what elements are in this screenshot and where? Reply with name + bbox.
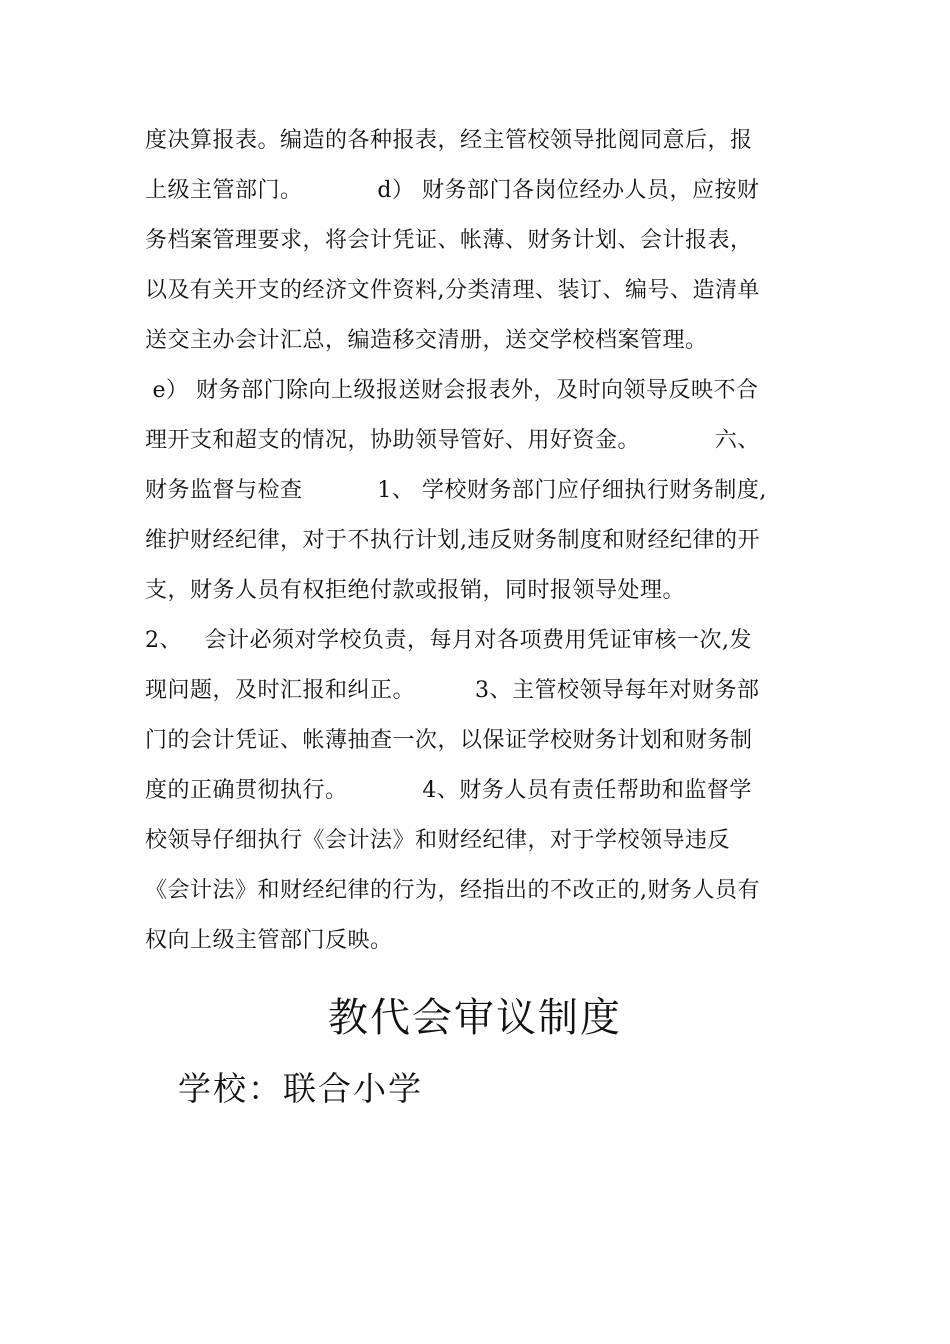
text-line: 上级主管部门。 d） 财务部门各岗位经办人员，应按财 xyxy=(145,178,760,203)
text-line: 送交主办会计汇总，编造移交清册，送交学校档案管理。 xyxy=(145,328,708,353)
text-line: 2、 会计必须对学校负责，每月对各项费用凭证审核一次,发 xyxy=(145,628,752,653)
text-line: 维护财经纪律，对于不执行计划,违反财务制度和财经纪律的开 xyxy=(145,528,760,553)
text-line: 以及有关开支的经济文件资料,分类清理、装订、编号、造清单 xyxy=(145,278,760,303)
text-line: e） 财务部门除向上级报送财会报表外，及时向领导反映不合 xyxy=(145,378,759,403)
text-line: 校领导仔细执行《会计法》和财经纪律，对于学校领导违反 xyxy=(145,828,731,853)
text-line: 门的会计凭证、帐薄抽查一次，以保证学校财务计划和财务制 xyxy=(145,728,753,753)
text-line: 《会计法》和财经纪律的行为，经指出的不改正的,财务人员有 xyxy=(145,878,760,903)
document-title: 教代会审议制度 xyxy=(328,995,622,1041)
text-line: 财务监督与检查 1、 学校财务部门应仔细执行财务制度, xyxy=(145,478,767,503)
text-line: 权向上级主管部门反映。 xyxy=(145,928,393,953)
text-line: 现问题，及时汇报和纠正。 3、主管校领导每年对财务部 xyxy=(145,678,760,703)
text-line: 理开支和超支的情况，协助领导管好、用好资金。 六、 xyxy=(145,428,760,453)
text-line: 支，财务人员有权拒绝付款或报销，同时报领导处理。 xyxy=(145,578,686,603)
school-name: 学校：联合小学 xyxy=(178,1069,423,1108)
text-line: 度的正确贯彻执行。 4、财务人员有责任帮助和监督学 xyxy=(145,778,752,803)
text-line: 度决算报表。编造的各种报表，经主管校领导批阅同意后，报 xyxy=(145,128,753,153)
text-line: 务档案管理要求，将会计凭证、帐薄、财务计划、会计报表， xyxy=(145,228,753,253)
body-text xyxy=(145,116,825,966)
